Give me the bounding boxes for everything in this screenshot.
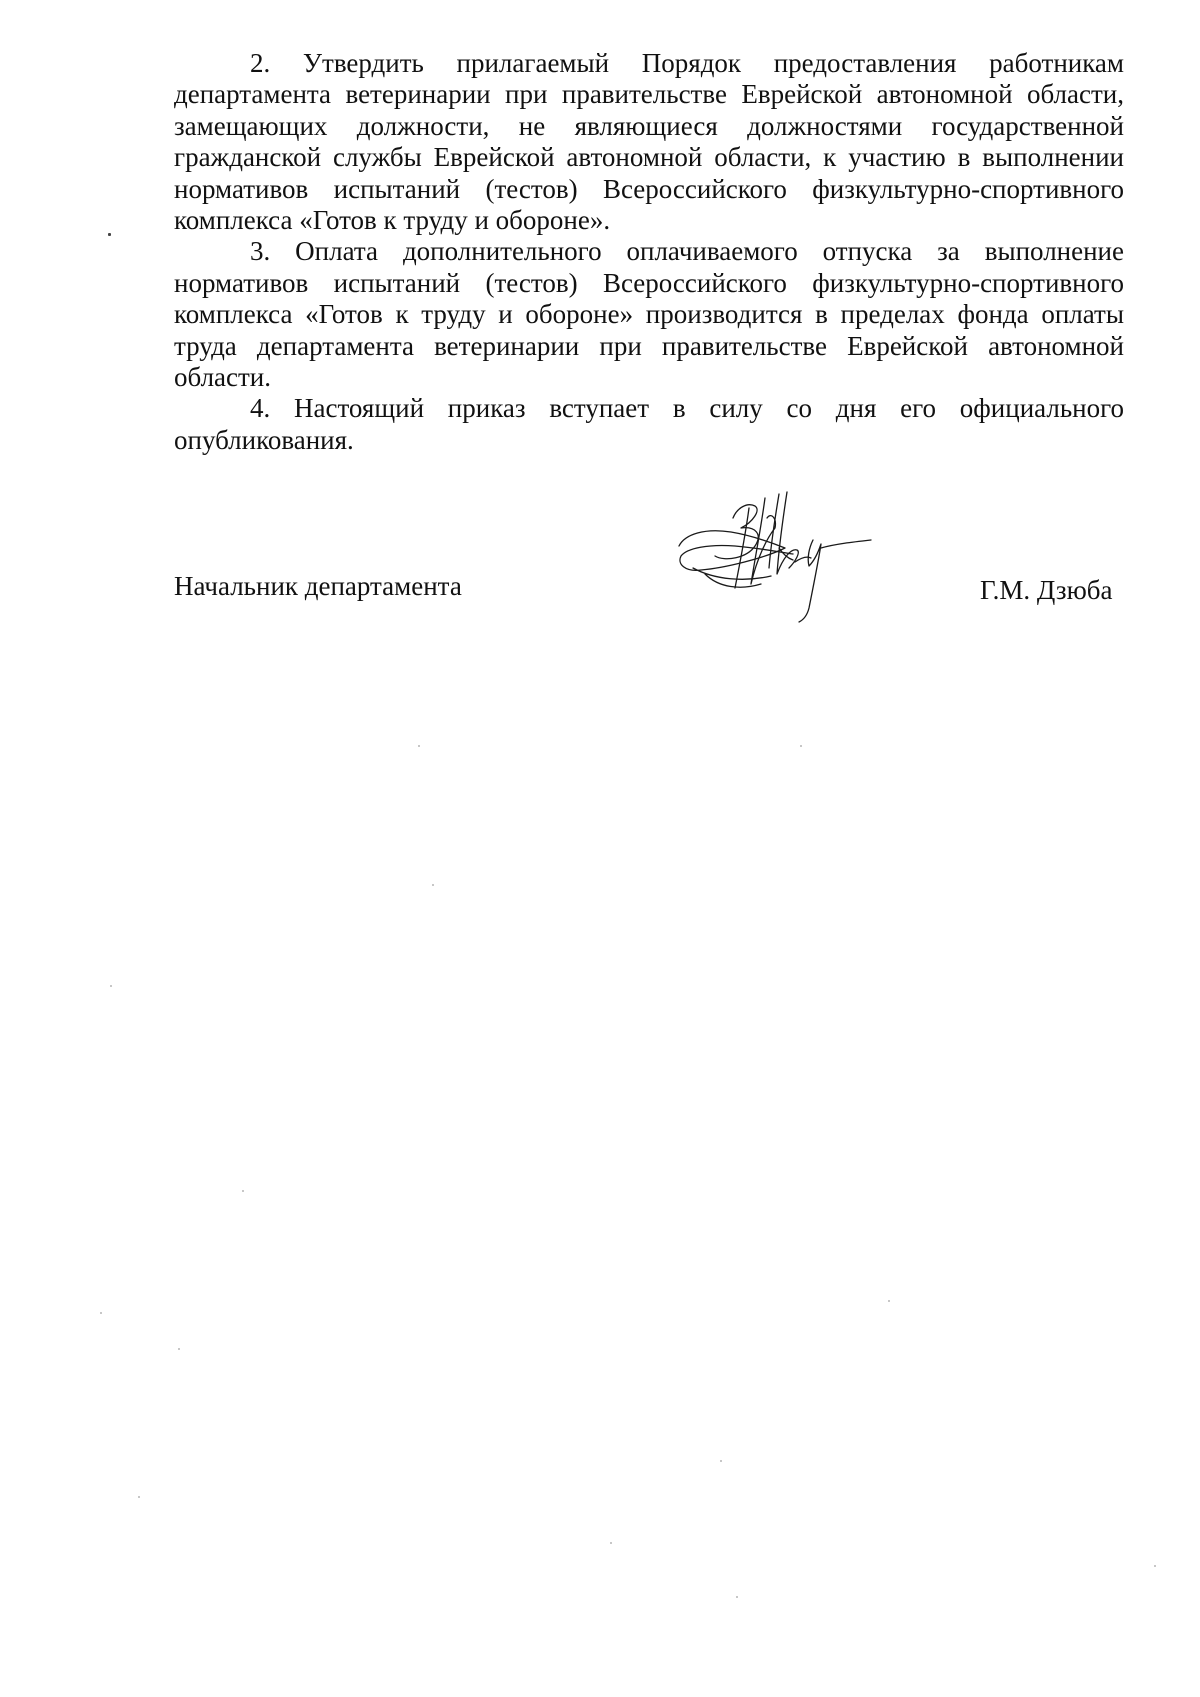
- scan-speck: [432, 884, 434, 886]
- scan-speck: [110, 985, 112, 987]
- handwritten-signature: [675, 488, 875, 633]
- signatory-name: Г.М. Дзюба: [980, 575, 1113, 605]
- scan-speck: [242, 1190, 244, 1192]
- scan-speck: [100, 1312, 102, 1314]
- scan-speck: [178, 1348, 180, 1350]
- paragraph-3: 3. Оплата дополнительного оплачиваемого отпуска за выполнение нормативов испытаний (тестов) Всероссийского физкультурно-спортивного комплекса «Готов к труду и обороне» производится в пределах фонда оплаты труда департамента ветеринарии при правительстве Еврейской автономной области.: [174, 236, 1124, 393]
- scan-speck: [1154, 1565, 1156, 1567]
- scan-speck: [610, 1542, 612, 1544]
- scan-speck: [800, 745, 802, 747]
- signatory-position: Начальник департамента: [174, 571, 462, 601]
- paragraph-2: 2. Утвердить прилагаемый Порядок предоставления работникам департамента ветеринарии при правительстве Еврейской автономной области, замещающих должности, не являющиеся должностями государственной гражданской службы Еврейской автономной области, к участию в выполнении нормативов испытаний (тестов) Всероссийского физкультурно-спортивного комплекса «Готов к труду и обороне».: [174, 48, 1124, 236]
- scan-speck: [418, 745, 420, 747]
- scan-speck: [720, 1460, 722, 1462]
- document-body: [174, 48, 1124, 456]
- scan-speck: [888, 1300, 890, 1302]
- scan-speck: [138, 1496, 140, 1498]
- scan-speck: [108, 233, 111, 236]
- paragraph-4: 4. Настоящий приказ вступает в силу со дня его официального опубликования.: [174, 393, 1124, 455]
- scan-speck: [736, 1596, 738, 1598]
